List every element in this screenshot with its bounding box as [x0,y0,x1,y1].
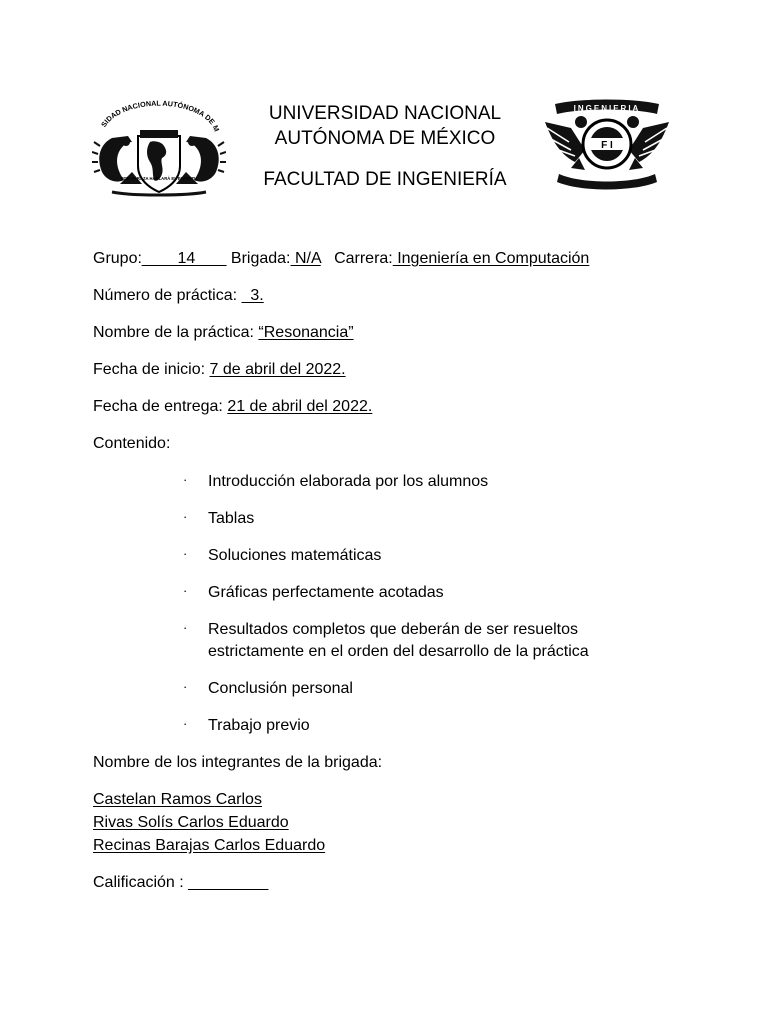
bullet-icon: · [183,546,188,561]
fecha-inicio-line [93,360,346,380]
fecha-entrega-line [93,397,372,417]
list-item-text: Introducción elaborada por los alumnos [208,473,489,490]
bullet-icon: · [183,716,188,731]
fecha-inicio-label: Fecha de inicio: [93,361,210,378]
university-name-line2: AUTÓNOMA DE MÉXICO [274,128,496,149]
unam-seal-lettering: SIDAD NACIONAL AUTÓNOMA DE M [99,98,222,133]
integrantes-heading: Nombre de los integrantes de la brigada: [93,754,383,771]
grupo-brigada-carrera-line [93,249,589,269]
integrante-name: Castelan Ramos Carlos [93,791,262,808]
nombre-practica-label: Nombre de la práctica: [93,324,259,341]
calificacion-blank: _________ [188,874,269,891]
fi-seal-lettering: INGENIERIA [573,104,641,113]
list-item-text: Soluciones matemáticas [208,547,382,564]
calificacion-line [93,873,268,893]
nombre-practica-line [93,323,354,343]
unam-seal-logo [92,96,226,202]
fi-seal-logo [541,98,673,194]
bullet-icon: · [183,509,188,524]
fecha-entrega-value: 21 de abril del 2022. [227,398,373,415]
nombre-practica-value: “Resonancia” [258,324,354,341]
grupo-value: ____14 ___ [141,250,227,267]
grupo-label: Grupo: [93,250,142,267]
list-item-text: Tablas [208,510,255,527]
brigada-label: Brigada: [226,250,291,267]
list-item-text: Trabajo previo [208,717,310,734]
integrante-name: Rivas Solís Carlos Eduardo [93,814,289,831]
fecha-inicio-value: 7 de abril del 2022. [209,361,346,378]
faculty-name: FACULTAD DE INGENIERÍA [263,169,507,190]
contenido-heading: Contenido: [93,435,171,452]
bullet-icon: · [183,472,188,487]
carrera-label: Carrera: [320,250,393,267]
integrante-name: Recinas Barajas Carlos Eduardo [93,837,326,854]
brigada-value: N/A [290,250,321,267]
numero-practica-line [93,286,264,306]
fi-seal-letters: F I [601,140,613,151]
bullet-icon: · [183,620,188,635]
carrera-value: Ingeniería en Computación [392,250,590,267]
list-item-text: Resultados completos que deberán de ser resueltos estrictamente en el orden del desarrollo de la práctica [208,621,589,660]
fecha-entrega-label: Fecha de entrega: [93,398,228,415]
list-item-text: Gráficas perfectamente acotadas [208,584,444,601]
calificacion-label: Calificación : [93,874,189,891]
university-name-line1: UNIVERSIDAD NACIONAL [268,103,502,124]
unam-seal-motto: POR MI RAZA HABLARÁ EL ESPÍRITU [120,176,198,181]
bullet-icon: · [183,679,188,694]
numero-practica-value: 3. [241,287,264,304]
bullet-icon: · [183,583,188,598]
list-item-text: Conclusión personal [208,680,353,697]
numero-practica-label: Número de práctica: [93,287,242,304]
